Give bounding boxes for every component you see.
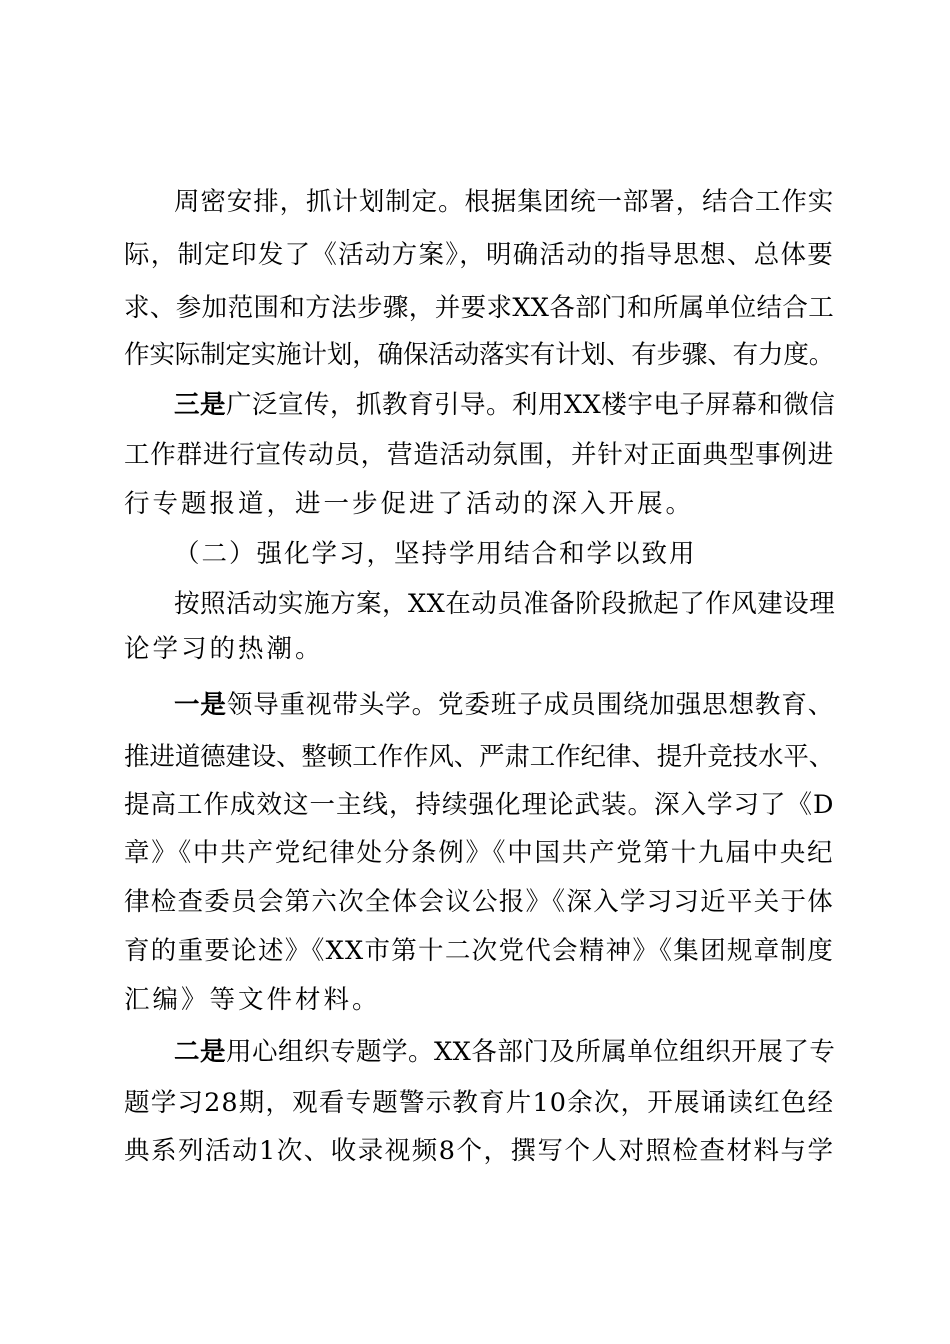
line-lead: 二是 — [174, 1037, 227, 1067]
line-text: 求、参加范围和方法步骤，并要求XX各部门和所属单位结合工 — [124, 293, 834, 323]
paragraph-line — [124, 984, 834, 1016]
paragraph-line — [124, 488, 834, 520]
paragraph-line — [124, 339, 834, 371]
paragraph-line — [124, 789, 834, 821]
paragraph-line — [124, 1135, 834, 1167]
paragraph-line — [124, 239, 834, 271]
line-text: 际，制定印发了《活动方案》，明确活动的指导思想、总体要 — [124, 240, 834, 270]
line-text: 工作群进行宣传动员，营造活动氛围，并针对正面典型事例进 — [124, 440, 834, 470]
line-text: 论学习的热潮。 — [124, 634, 324, 664]
line-text: 按照活动实施方案，XX在动员准备阶段掀起了作风建设理 — [174, 589, 836, 619]
line-text: 章》《中共产党纪律处分条例》《中国共产党第十九届中央纪 — [124, 838, 835, 868]
paragraph-line — [174, 1036, 834, 1068]
line-text: （二）强化学习，坚持学用结合和学以致用 — [174, 539, 697, 569]
line-text: 题学习28期，观看专题警示教育片10余次，开展诵读红色经 — [124, 1088, 834, 1118]
line-text: 汇编》等文件材料。 — [124, 985, 381, 1015]
paragraph-line — [124, 886, 834, 918]
paragraph-line — [124, 439, 834, 471]
paragraph-line — [174, 588, 834, 620]
line-text: 领导重视带头学。党委班子成员围绕加强思想教育、 — [226, 690, 834, 720]
paragraph-line — [174, 389, 834, 421]
line-text: 用心组织专题学。XX各部门及所属单位组织开展了专 — [226, 1037, 836, 1067]
section-heading — [174, 538, 834, 570]
line-text: 作实际制定实施计划，确保活动落实有计划、有步骤、有力度。 — [124, 340, 834, 370]
line-text: 育的重要论述》《XX市第十二次党代会精神》《集团规章制度 — [124, 936, 834, 966]
line-text: 典系列活动1次、收录视频8个，撰写个人对照检查材料与学 — [124, 1136, 835, 1166]
paragraph-line — [124, 935, 834, 967]
line-text: 推进道德建设、整顿工作作风、严肃工作纪律、提升竞技水平、 — [124, 742, 834, 772]
paragraph-line — [124, 292, 834, 324]
paragraph-line — [174, 689, 834, 721]
line-lead: 三是 — [174, 390, 227, 420]
line-text: 广泛宣传，抓教育引导。利用XX楼宇电子屏幕和微信 — [226, 390, 836, 420]
line-text: 周密安排，抓计划制定。根据集团统一部署，结合工作实 — [174, 187, 834, 217]
paragraph-line — [174, 186, 834, 218]
line-lead: 一是 — [174, 690, 227, 720]
paragraph-line — [124, 1087, 834, 1119]
paragraph-line — [124, 741, 834, 773]
line-text: 行专题报道，进一步促进了活动的深入开展。 — [124, 489, 695, 519]
paragraph-line — [124, 633, 834, 665]
line-text: 提高工作成效这一主线，持续强化理论武装。深入学习了《D — [124, 790, 835, 820]
line-text: 律检查委员会第六次全体会议公报》《深入学习习近平关于体 — [124, 887, 834, 917]
paragraph-line — [124, 837, 834, 869]
